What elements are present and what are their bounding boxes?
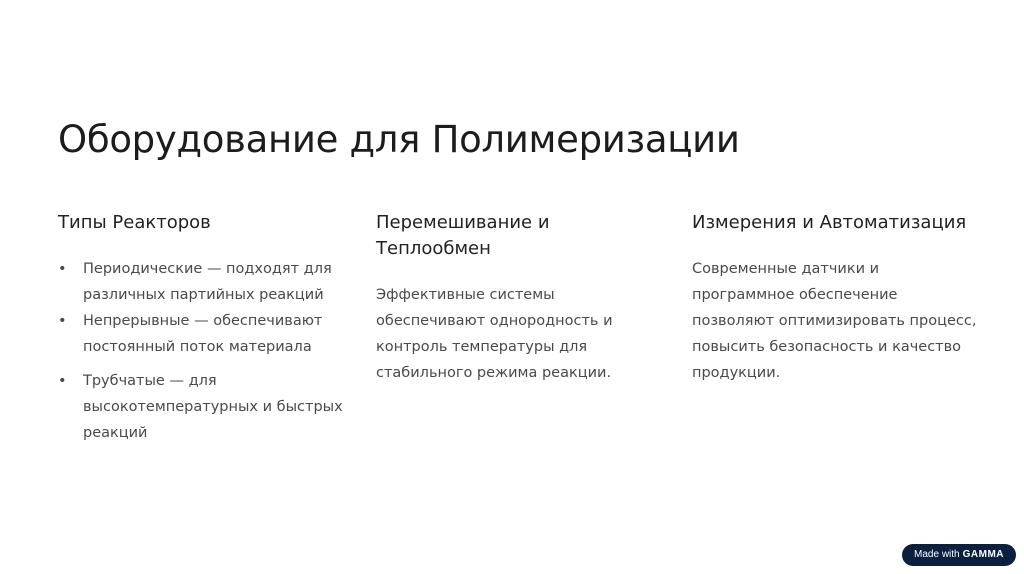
column-mixing-heat-exchange xyxy=(376,210,666,386)
bullet-icon: • xyxy=(58,261,67,277)
bullet-text: Непрерывные — обеспечивают постоянный поток материала xyxy=(83,313,323,355)
list-item xyxy=(58,308,353,360)
column-heading: Перемешивание и Теплообмен xyxy=(376,212,550,259)
column-text: Современные датчики и программное обеспечение позволяют оптимизировать процесс, повысить безопасность и качество продукции. xyxy=(692,261,977,381)
made-with-gamma-badge[interactable] xyxy=(902,544,1016,566)
column-heading: Типы Реакторов xyxy=(58,212,211,233)
badge-prefix: Made with xyxy=(914,549,960,560)
column-reactor-types xyxy=(58,210,348,441)
slide-title: Оборудование для Полимеризации xyxy=(58,118,740,161)
list-item xyxy=(58,368,353,446)
bullet-icon: • xyxy=(58,373,67,389)
column-heading: Измерения и Автоматизация xyxy=(692,212,967,233)
bullet-text: Трубчатые — для высокотемпературных и быстрых реакций xyxy=(83,373,343,441)
bullet-icon: • xyxy=(58,313,67,329)
column-measurement-automation xyxy=(692,210,982,386)
bullet-text: Периодические — подходят для различных партийных реакций xyxy=(83,261,332,303)
gamma-logo: GAMMA xyxy=(962,549,1004,560)
list-item xyxy=(58,256,353,308)
column-text: Эффективные системы обеспечивают однородность и контроль температуры для стабильного режима реакции. xyxy=(376,287,613,381)
